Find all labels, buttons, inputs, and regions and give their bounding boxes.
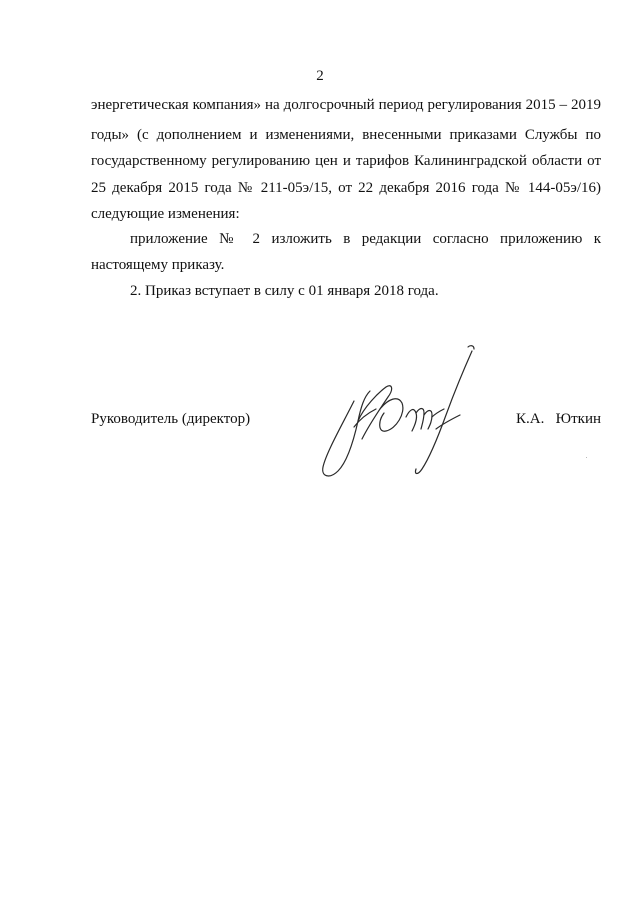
paragraph-line: 2. Приказ вступает в силу с 01 января 2018 года. [130,283,439,299]
paragraph-line: следующие изменения: [91,206,240,222]
signatory-name: К.А. Юткин [516,411,601,427]
signatory-title: Руководитель (директор) [91,411,251,427]
paragraph-line: приложение № 2 изложить в редакции согласно приложению к [130,231,601,247]
page-number: 2 [316,68,324,84]
paragraph-line: энергетическая компания» на долгосрочный период регулирования 2015 – 2019 [91,97,601,113]
paragraph-line: государственному регулированию цен и тарифов Калининградской области от [91,153,601,169]
paragraph-line: годы» (с дополнением и изменениями, внесенными приказами Службы по [91,127,601,143]
scan-speck [586,457,587,458]
paragraph-line: 25 декабря 2015 года № 211-05э/15, от 22 декабря 2016 года № 144-05э/16) [91,180,601,196]
handwritten-signature [318,343,483,483]
paragraph-line: настоящему приказу. [91,257,225,273]
